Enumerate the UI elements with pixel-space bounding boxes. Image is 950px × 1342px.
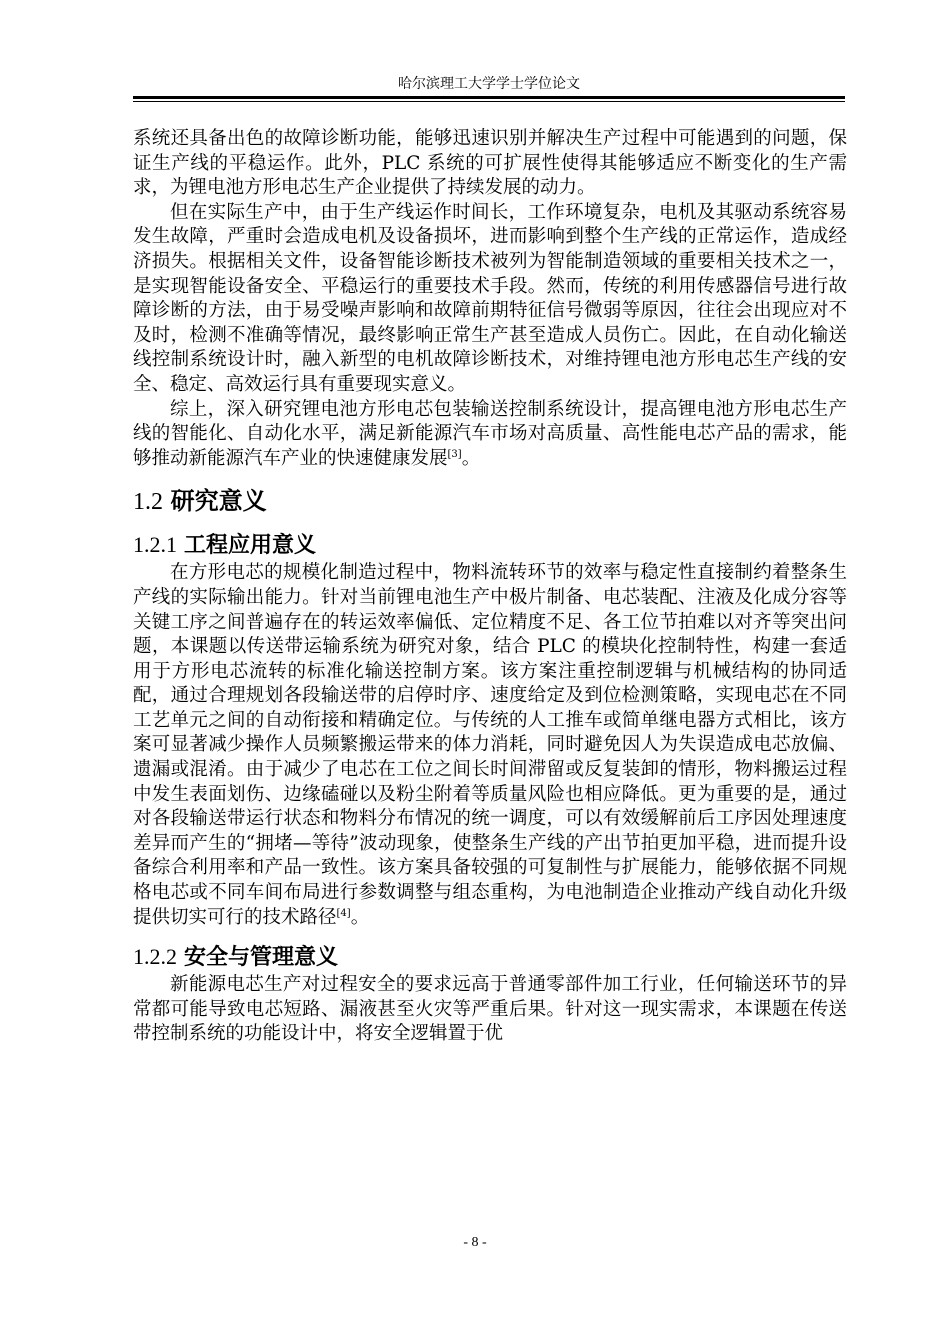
citation-4: [4] [336,907,351,919]
page-header-title: 哈尔滨理工大学学士学位论文 [398,76,580,92]
section-number: 1.2 [133,489,163,516]
header-rule-thick [133,96,845,99]
subsection-number: 1.2.1 [133,532,177,558]
paragraph-3-text: 综上，深入研究锂电池方形电芯包装输送控制系统设计，提高锂电池方形电芯生产线的智能化、自动化水平，满足新能源汽车市场对高质量、高性能电芯产品的需求，能够推动新能源汽车产业的快速健康发展 [133,398,847,469]
page-number: - 8 - [463,1235,487,1250]
section-heading-1-2-1 [133,530,847,561]
paragraph-5: 新能源电芯生产对过程安全的要求远高于普通零部件加工行业，任何输送环节的异常都可能导致电芯短路、漏液甚至火灾等严重后果。针对这一现实需求，本课题在传送带控制系统的功能设计中，将安全逻辑置于优 [133,974,847,1045]
subsection-title: 安全与管理意义 [184,945,339,971]
subsection-number: 1.2.2 [133,944,177,970]
paragraph-3 [133,398,847,472]
paragraph-4-end: 。 [350,906,370,928]
paragraph-4 [133,561,847,930]
paragraph-1: 系统还具备出色的故障诊断功能，能够迅速识别并解决生产过程中可能遇到的问题，保证生产线的平稳运作。此外，PLC 系统的可扩展性使得其能够适应不断变化的生产需求，为锂电池方形电芯生产企业提供了持续发展的动力。 [133,128,847,199]
header-rule-thin [133,101,845,102]
page-body [133,127,847,1047]
citation-3: [3] [447,448,462,460]
paragraph-3-end: 。 [461,447,481,469]
section-heading-1-2-2 [133,942,847,973]
subsection-title: 工程应用意义 [184,533,317,559]
paragraph-2: 但在实际生产中，由于生产线运作时间长，工作环境复杂，电机及其驱动系统容易发生故障，严重时会造成电机及设备损坏，进而影响到整个生产线的正常运作，造成经济损失。根据相关文件，设备智能诊断技术被列为智能制造领域的重要相关技术之一，是实现智能设备安全、平稳运行的重要技术手段。然而，传统的利用传感器信号进行故障诊断的方法，由于易受噪声影响和故障前期特征信号微弱等原因，往往会出现应对不及时，检测不准确等情况，最终影响正常生产甚至造成人员伤亡。因此，在自动化输送线控制系统设计时，融入新型的电机故障诊断技术，对维持锂电池方形电芯生产线的安全、稳定、高效运行具有重要现实意义。 [133,201,847,395]
section-heading-1-2 [133,485,847,518]
paragraph-4-text: 在方形电芯的规模化制造过程中，物料流转环节的效率与稳定性直接制约着整条生产线的实际输出能力。针对当前锂电池生产中极片制备、电芯装配、注液及化成分容等关键工序之间普遍存在的转运效率偏低、定位精度不足、各工位节拍难以对齐等突出问题，本课题以传送带运输系统为研究对象，结合 PLC 的模块化控制特性，构建一套适用于方形电芯流转的标准化输送控制方案。该方案注重控制逻辑与机械结构的协同适配，通过合理规划各段输送带的启停时序、速度给定及到位检测策略，实现电芯在不同工艺单元之间的自动衔接和精确定位。与传统的人工推车或简单继电器方式相比，该方案可显著减少操作人员频繁搬运带来的体力消耗，同时避免因人为失误造成电芯放偏、遗漏或混淆。由于减少了电芯在工位之间长时间滞留或反复装卸的情形，物料搬运过程中发生表面划伤、边缘磕碰以及粉尘附着等质量风险也相应降低。更为重要的是，通过对各段输送带运行状态和物料分布情况的统一调度，可以有效缓解前后工序因处理速度差异而产生的“拥堵—等待”波动现象，使整条生产线的产出节拍更加平稳，进而提升设备综合利用率和产品一致性。该方案具备较强的可复制性与扩展能力，能够依据不同规格电芯或不同车间布局进行参数调整与组态重构，为电池制造企业推动产线自动化升级提供切实可行的技术路径 [133,562,847,928]
section-title: 研究意义 [170,487,267,516]
